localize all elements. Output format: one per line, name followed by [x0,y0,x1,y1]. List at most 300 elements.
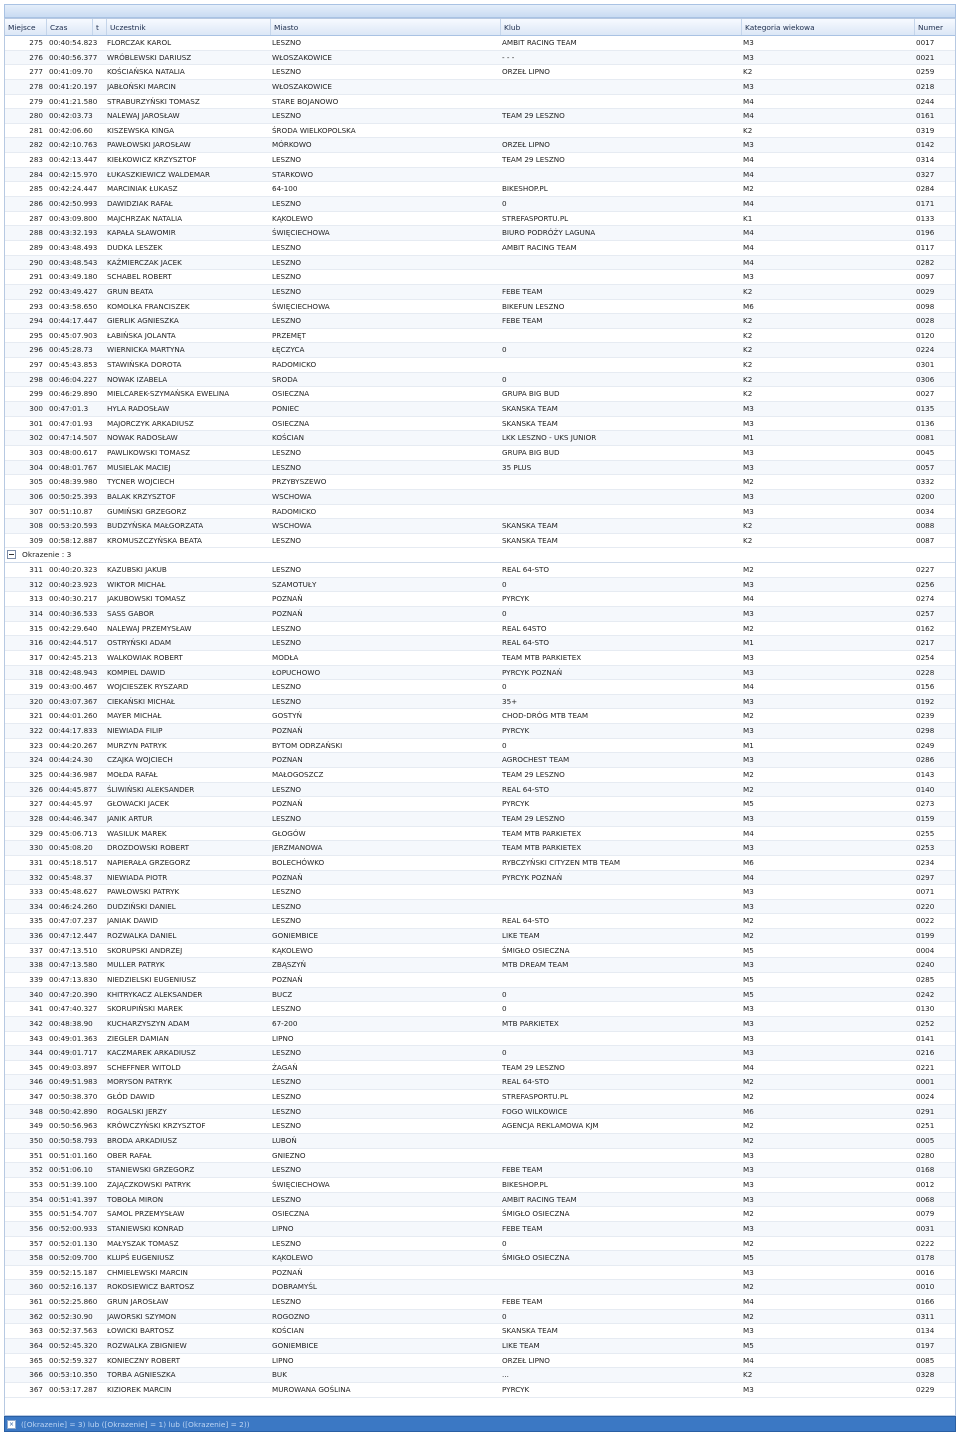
cell-miasto: POZNAN [272,755,303,765]
cell-kategoria: M3 [743,404,754,414]
cell-miasto: OSIECZNA [272,418,310,428]
cell-miejsce: 341 [29,1004,43,1014]
table-row[interactable] [5,1178,955,1193]
table-row[interactable] [5,138,955,153]
cell-numer: 0306 [916,374,935,384]
cell-kategoria: M3 [743,1004,754,1014]
table-row[interactable] [5,256,955,271]
cell-klub: REAL 64-STO [502,638,550,648]
filter-icon[interactable]: × [8,1421,15,1428]
cell-kategoria: M1 [743,433,754,443]
cell-kategoria: M1 [743,740,754,750]
table-row[interactable] [5,900,955,915]
toolbar [4,4,956,18]
table-row[interactable] [5,563,955,578]
cell-kategoria: M3 [743,1179,754,1189]
table-row[interactable] [5,1383,955,1398]
table-row[interactable] [5,1163,955,1178]
table-row[interactable] [5,197,955,212]
cell-czas: 00:44:01.260 [49,711,98,721]
cell-numer: 0227 [916,565,935,575]
header-sort-t[interactable]: t [93,19,107,35]
cell-uczestnik: NIEWIADA FILIP [107,726,163,736]
filter-bar[interactable] [4,1416,956,1432]
cell-miejsce: 286 [29,199,43,209]
cell-numer: 0085 [916,1355,935,1365]
cell-numer: 0087 [916,535,935,545]
cell-miasto: SRODA [272,374,298,384]
cell-czas: 00:45:07.903 [49,330,98,340]
cell-klub [502,329,740,343]
cell-numer: 0314 [916,155,935,165]
table-row[interactable] [5,753,955,768]
cell-kategoria: M2 [743,1311,754,1321]
table-row[interactable] [5,300,955,315]
cell-kategoria: M4 [743,155,754,165]
table-row[interactable] [5,1266,955,1281]
cell-numer: 0199 [916,931,935,941]
cell-czas: 00:44:45.97 [49,799,93,809]
cell-miejsce: 333 [29,887,43,897]
cell-uczestnik: JANIK ARTUR [107,813,153,823]
cell-miasto: KĄKOLEWO [272,945,313,955]
cell-miejsce: 302 [29,433,43,443]
cell-klub: PYRCYK [502,594,530,604]
cell-miejsce: 365 [29,1355,43,1365]
cell-numer: 0161 [916,111,935,121]
cell-uczestnik: PAWŁOWSKI JAROSŁAW [107,140,191,150]
cell-miasto: LESZNO [272,682,302,692]
cell-uczestnik: CZAJKA WOJCIECH [107,755,173,765]
table-row[interactable] [5,607,955,622]
cell-numer: 0017 [916,38,935,47]
table-row[interactable] [5,695,955,710]
cell-miejsce: 327 [29,799,43,809]
table-row[interactable] [5,827,955,842]
cell-uczestnik: NALEWAJ JAROSŁAW [107,111,180,121]
cell-kategoria: M2 [743,931,754,941]
cell-kategoria: M3 [743,1018,754,1028]
table-row[interactable] [5,1119,955,1134]
cell-klub: TEAM 29 LESZNO [502,155,565,165]
table-row[interactable] [5,431,955,446]
cell-numer: 0298 [916,726,935,736]
cell-miejsce: 357 [29,1238,43,1248]
table-row[interactable] [5,80,955,95]
table-row[interactable] [5,1280,955,1295]
table-row[interactable] [5,109,955,124]
cell-numer: 0239 [916,711,935,721]
cell-kategoria: M3 [743,1384,754,1394]
cell-kategoria: M5 [743,975,754,984]
table-row[interactable] [5,1134,955,1149]
cell-klub: PYRCYK POZNAŃ [502,872,563,882]
cell-numer: 0130 [916,1004,935,1014]
table-row[interactable] [5,768,955,783]
table-row[interactable] [5,270,955,285]
table-row[interactable] [5,1061,955,1076]
cell-numer: 0120 [916,330,935,340]
cell-kategoria: M3 [743,1150,754,1160]
cell-uczestnik: NIEDZIELSKI EUGENIUSZ [107,975,196,984]
table-row[interactable] [5,841,955,856]
table-row[interactable] [5,358,955,373]
table-row[interactable] [5,1149,955,1164]
cell-miasto: LESZNO [272,1077,302,1087]
cell-czas: 00:48:39.980 [49,477,98,487]
cell-numer: 0027 [916,389,935,399]
table-row[interactable] [5,153,955,168]
cell-miasto: LESZNO [272,784,302,794]
cell-miejsce: 338 [29,960,43,970]
cell-kategoria: M3 [743,608,754,618]
cell-miejsce: 358 [29,1253,43,1263]
cell-numer: 0257 [916,608,935,618]
cell-czas: 00:45:06.713 [49,828,98,838]
cell-uczestnik: JABŁOŃSKI MARCIN [107,81,176,91]
table-row[interactable] [5,636,955,651]
table-row[interactable] [5,446,955,461]
cell-czas: 00:52:59.327 [49,1355,98,1365]
cell-miasto: MAŁOGOSZCZ [272,770,324,780]
table-row[interactable] [5,651,955,666]
table-row[interactable] [5,1310,955,1325]
table-row[interactable] [5,1032,955,1047]
cell-miasto: LESZNO [272,447,302,457]
table-row[interactable] [5,124,955,139]
cell-klub [502,124,740,138]
cell-miasto: RADOMICKO [272,360,317,370]
cell-czas: 00:47:12.447 [49,931,98,941]
table-row[interactable] [5,856,955,871]
table-row[interactable] [5,1324,955,1339]
header-uczestnik[interactable]: Uczestnik [107,19,271,35]
cell-kategoria: M4 [743,169,754,179]
table-row[interactable] [5,885,955,900]
cell-numer: 0217 [916,638,935,648]
table-row[interactable] [5,1237,955,1252]
cell-miasto: ŁĘCZYCA [272,345,305,355]
cell-kategoria: M4 [743,1297,754,1307]
cell-kategoria: M2 [743,1121,754,1131]
table-row[interactable] [5,534,955,549]
header-numer[interactable]: Numer [918,23,943,32]
cell-klub: ORZEŁ LIPNO [502,140,550,150]
cell-uczestnik: MAŁYSZAK TOMASZ [107,1238,179,1248]
cell-klub [502,358,740,372]
cell-czas: 00:48:38.90 [49,1018,93,1028]
table-row[interactable] [5,373,955,388]
cell-klub: 0 [502,1238,507,1248]
table-row[interactable] [5,182,955,197]
table-row[interactable] [5,944,955,959]
table-row[interactable] [5,622,955,637]
cell-klub: SKANSKA TEAM [502,404,558,414]
cell-kategoria: M2 [743,1092,754,1102]
cell-miejsce: 328 [29,813,43,823]
cell-miejsce: 314 [29,608,43,618]
table-row[interactable] [5,988,955,1003]
cell-klub: AGROCHEST TEAM [502,755,570,765]
cell-miejsce: 363 [29,1326,43,1336]
cell-klub: MTB DREAM TEAM [502,960,569,970]
cell-klub: LIKE TEAM [502,931,540,941]
cell-miejsce: 339 [29,975,43,984]
cell-kategoria: K2 [743,1370,753,1380]
table-row[interactable] [5,1002,955,1017]
header-czas[interactable]: Czas [47,19,93,35]
table-row[interactable] [5,666,955,681]
header-miejsce[interactable]: Miejsce [5,19,47,35]
grid-body [5,36,955,1398]
cell-miejsce: 351 [29,1150,43,1160]
table-row[interactable] [5,1105,955,1120]
cell-klub: 0 [502,579,507,589]
cell-uczestnik: ŁUKASZKIEWICZ WALDEMAR [107,169,210,179]
cell-miejsce: 319 [29,682,43,692]
cell-miasto: LESZNO [272,887,302,897]
cell-czas: 00:40:56.377 [49,52,98,62]
cell-klub: LIKE TEAM [502,1341,540,1351]
cell-czas: 00:41:20.197 [49,81,98,91]
table-row[interactable] [5,592,955,607]
cell-miejsce: 323 [29,740,43,750]
cell-uczestnik: KIEŁKOWICZ KRZYSZTOF [107,155,197,165]
cell-klub [502,95,740,109]
cell-uczestnik: NIEWIADA PIOTR [107,872,168,882]
cell-miejsce: 304 [29,462,43,472]
table-row[interactable] [5,417,955,432]
cell-miejsce: 284 [29,169,43,179]
table-row[interactable] [5,783,955,798]
cell-numer: 0255 [916,828,935,838]
table-row[interactable] [5,285,955,300]
table-row[interactable] [5,1339,955,1354]
cell-kategoria: K2 [743,374,753,384]
table-row[interactable] [5,461,955,476]
cell-kategoria: M3 [743,462,754,472]
filter-text[interactable]: ([Okrazenie] = 3) lub ([Okrazenie] = 1) lub ([Okrazenie] = 2)) [21,1420,250,1429]
cell-uczestnik: BUDZYŃSKA MAŁGORZATA [107,521,204,531]
cell-klub: 0 [502,1048,507,1058]
collapse-icon[interactable] [7,550,16,559]
cell-miejsce: 330 [29,843,43,853]
cell-czas: 00:44:24.30 [49,755,93,765]
cell-czas: 00:47:14.507 [49,433,98,443]
table-row[interactable] [5,402,955,417]
cell-numer: 0249 [916,740,935,750]
table-row[interactable] [5,871,955,886]
cell-klub [502,1134,740,1148]
table-row[interactable] [5,812,955,827]
cell-kategoria: M4 [743,682,754,692]
cell-kategoria: M2 [743,711,754,721]
cell-miasto: ZBĄSZYŃ [272,960,307,970]
cell-czas: 00:46:24.260 [49,901,98,911]
cell-miejsce: 296 [29,345,43,355]
table-row[interactable] [5,1017,955,1032]
cell-uczestnik: KAPAŁA SŁAWOMIR [107,228,176,238]
table-row[interactable] [5,314,955,329]
table-row[interactable] [5,680,955,695]
cell-czas: 00:42:03.73 [49,111,93,121]
table-row[interactable] [5,1354,955,1369]
table-row[interactable] [5,343,955,358]
table-row[interactable] [5,226,955,241]
table-row[interactable] [5,1075,955,1090]
cell-czas: 00:44:17.447 [49,316,98,326]
cell-uczestnik: CHMIELEWSKI MARCIN [107,1267,188,1277]
cell-czas: 00:52:01.130 [49,1238,98,1248]
table-row[interactable] [5,168,955,183]
cell-kategoria: M5 [743,989,754,999]
cell-kategoria: M6 [743,301,754,311]
cell-klub: GRUPA BIG BUD [502,389,560,399]
cell-czas: 00:47:40.327 [49,1004,98,1014]
cell-miejsce: 281 [29,125,43,135]
cell-miejsce: 283 [29,155,43,165]
cell-uczestnik: KONIECZNY ROBERT [107,1355,180,1365]
cell-kategoria: M3 [743,491,754,501]
cell-numer: 0004 [916,945,935,955]
cell-kategoria: M3 [743,272,754,282]
table-row[interactable] [5,739,955,754]
table-row[interactable] [5,51,955,66]
table-row[interactable] [5,1222,955,1237]
cell-miejsce: 300 [29,404,43,414]
cell-numer: 0291 [916,1106,935,1116]
cell-miasto: WŁOSZAKOWICE [272,52,332,62]
table-row[interactable] [5,490,955,505]
table-row[interactable] [5,1046,955,1061]
cell-czas: 00:43:32.193 [49,228,98,238]
cell-miejsce: 343 [29,1033,43,1043]
cell-kategoria: K2 [743,286,753,296]
table-row[interactable] [5,724,955,739]
table-row[interactable] [5,1207,955,1222]
cell-miejsce: 287 [29,213,43,223]
cell-czas: 00:40:23.923 [49,579,98,589]
cell-numer: 0229 [916,1384,935,1394]
cell-kategoria: M5 [743,945,754,955]
cell-numer: 0159 [916,813,935,823]
table-row[interactable] [5,212,955,227]
cell-miasto: LESZNO [272,1092,302,1102]
table-row[interactable] [5,475,955,490]
table-row[interactable] [5,973,955,988]
cell-klub: REAL 64-STO [502,916,550,926]
cell-miejsce: 353 [29,1179,43,1189]
cell-kategoria: M4 [743,828,754,838]
cell-czas: 00:45:28.73 [49,345,93,355]
cell-klub [502,885,740,899]
cell-miasto: KĄKOLEWO [272,213,313,223]
cell-czas: 00:43:00.467 [49,682,98,692]
header-kategoria[interactable]: Kategoria wiekowa [742,19,915,35]
cell-klub [502,505,740,519]
cell-czas: 00:51:06.10 [49,1165,93,1175]
cell-klub: SKANSKA TEAM [502,521,558,531]
cell-numer: 0224 [916,345,935,355]
cell-klub: SKANSKA TEAM [502,1326,558,1336]
table-row[interactable] [5,241,955,256]
table-row[interactable] [5,929,955,944]
cell-uczestnik: MAJORCZYK ARKADIUSZ [107,418,194,428]
table-row[interactable] [5,578,955,593]
cell-miasto: RADOMICKO [272,506,317,516]
cell-uczestnik: OBER RAFAŁ [107,1150,152,1160]
header-miasto[interactable]: Miasto [271,19,501,35]
cell-uczestnik: BALAK KRZYSZTOF [107,491,176,501]
cell-kategoria: M5 [743,799,754,809]
cell-kategoria: K2 [743,330,753,340]
table-row[interactable] [5,1368,955,1383]
cell-miasto: LESZNO [272,813,302,823]
table-row[interactable] [5,958,955,973]
cell-uczestnik: WRÓBLEWSKI DARIUSZ [107,52,192,62]
cell-numer: 0136 [916,418,935,428]
cell-miejsce: 348 [29,1106,43,1116]
cell-klub: LKK LESZNO - UKS JUNIOR [502,433,597,443]
group-row[interactable] [5,548,955,563]
cell-miasto: LESZNO [272,272,302,282]
cell-miejsce: 324 [29,755,43,765]
cell-numer: 0332 [916,477,935,487]
table-row[interactable] [5,95,955,110]
cell-czas: 00:50:25.393 [49,491,98,501]
cell-klub [502,80,740,94]
cell-kategoria: M3 [743,1165,754,1175]
cell-miejsce: 317 [29,652,43,662]
cell-uczestnik: MORYSON PATRYK [107,1077,172,1087]
cell-czas: 00:44:36.987 [49,770,98,780]
cell-uczestnik: MAJCHRZAK NATALIA [107,213,183,223]
cell-miejsce: 320 [29,696,43,706]
table-row[interactable] [5,797,955,812]
table-row[interactable] [5,1295,955,1310]
cell-klub: REAL 64STO [502,623,547,633]
cell-kategoria: M3 [743,1048,754,1058]
table-row[interactable] [5,65,955,80]
table-row[interactable] [5,1090,955,1105]
table-row[interactable] [5,914,955,929]
cell-miasto: LIPNO [272,1223,294,1233]
cell-uczestnik: KOMPIEL DAWID [107,667,166,677]
cell-uczestnik: SCHABEL ROBERT [107,272,172,282]
cell-uczestnik: CIEKAŃSKI MICHAŁ [107,696,175,706]
cell-miasto: ŚRODA WIELKOPOLSKA [272,125,356,135]
cell-czas: 00:52:00.933 [49,1223,98,1233]
table-row[interactable] [5,1251,955,1266]
table-row[interactable] [5,519,955,534]
table-row[interactable] [5,1193,955,1208]
table-row[interactable] [5,505,955,520]
cell-miejsce: 334 [29,901,43,911]
header-klub[interactable]: Klub [501,19,742,35]
table-row[interactable] [5,709,955,724]
cell-kategoria: K2 [743,316,753,326]
table-row[interactable] [5,36,955,51]
table-row[interactable] [5,329,955,344]
cell-czas: 00:41:21.580 [49,96,98,106]
table-row[interactable] [5,387,955,402]
cell-uczestnik: GUMIŃSKI GRZEGORZ [107,506,187,516]
cell-miejsce: 305 [29,477,43,487]
cell-uczestnik: JAKUBOWSKI TOMASZ [107,594,186,604]
cell-uczestnik: GIERLIK AGNIESZKA [107,316,179,326]
cell-miejsce: 297 [29,360,43,370]
cell-miejsce: 279 [29,96,43,106]
